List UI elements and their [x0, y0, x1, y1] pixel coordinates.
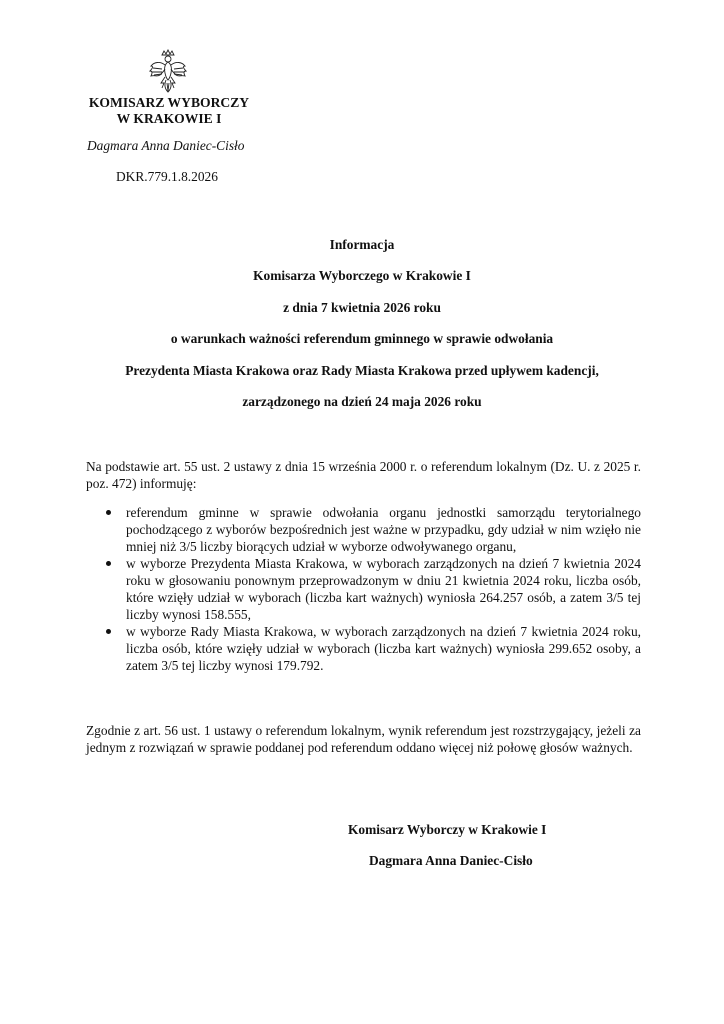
issuing-authority: [80, 95, 258, 127]
list-item: [86, 555, 641, 623]
title-line-2: Komisarza Wyborczego w Krakowie I: [253, 268, 471, 283]
signature-name: Dagmara Anna Daniec-Cisło: [369, 853, 533, 868]
signature-title: Komisarz Wyborczy w Krakowie I: [348, 822, 547, 837]
list-item-text: w wyborze Prezydenta Miasta Krakowa, w wyborach zarządzonych na dzień 7 kwietnia 2024 roku w głosowaniu ponownym przeprowadzonym w dniu 21 kwietnia 2024 roku, liczba osób, które wzięły udział w wyborach (liczba kart ważnych) wyniosła 264.257 osób, a zatem 3/5 tej liczby wynosi 158.555,: [126, 556, 641, 622]
list-item-text: referendum gminne w sprawie odwołania organu jednostki samorządu terytorialnego pochodzącego z wyborów bezpośrednich jest ważne w przypadku, gdy udział w nim wzięło nie mniej niż 3/5 liczby biorących udział w wyborze odwoływanego organu,: [126, 505, 641, 554]
commissioner-name: Dagmara Anna Daniec-Cisło: [87, 138, 245, 153]
closing-paragraph: Zgodnie z art. 56 ust. 1 ustawy o referendum lokalnym, wynik referendum jest rozstrzygający, jeżeli za jednym z rozwiązań w sprawie poddanej pod referendum oddano więcej niż połowę głosów ważnych.: [86, 723, 641, 755]
reference-number: DKR.779.1.8.2026: [116, 169, 218, 184]
list-item-text: w wyborze Rady Miasta Krakowa, w wyborach zarządzonych na dzień 7 kwietnia 2024 roku, liczba osób, które wzięły udział w wyborach (liczba kart ważnych) wyniosła 299.652 osoby, a zatem 3/5 tej liczby wynosi 179.792.: [126, 624, 641, 673]
list-item: [86, 504, 641, 555]
polish-eagle-emblem-icon: [148, 49, 188, 94]
conditions-list: [86, 504, 641, 674]
title-line-6: zarządzonego na dzień 24 maja 2026 roku: [242, 394, 482, 409]
bullet-icon: [106, 561, 111, 566]
title-line-3: z dnia 7 kwietnia 2026 roku: [283, 300, 441, 315]
authority-line-1: KOMISARZ WYBORCZY: [88, 95, 250, 110]
title-line-4: o warunkach ważności referendum gminnego w sprawie odwołania: [170, 331, 554, 346]
list-item: [86, 623, 641, 674]
authority-line-2: W KRAKOWIE I: [116, 111, 222, 126]
title-line-1: Informacja: [329, 237, 395, 252]
intro-paragraph: Na podstawie art. 55 ust. 2 ustawy z dnia 15 września 2000 r. o referendum lokalnym (Dz. U. z 2025 r. poz. 472) informuję:: [86, 459, 641, 491]
bullet-icon: [106, 510, 111, 515]
title-line-5: Prezydenta Miasta Krakowa oraz Rady Miasta Krakowa przed upływem kadencji,: [125, 363, 599, 378]
bullet-icon: [106, 629, 111, 634]
